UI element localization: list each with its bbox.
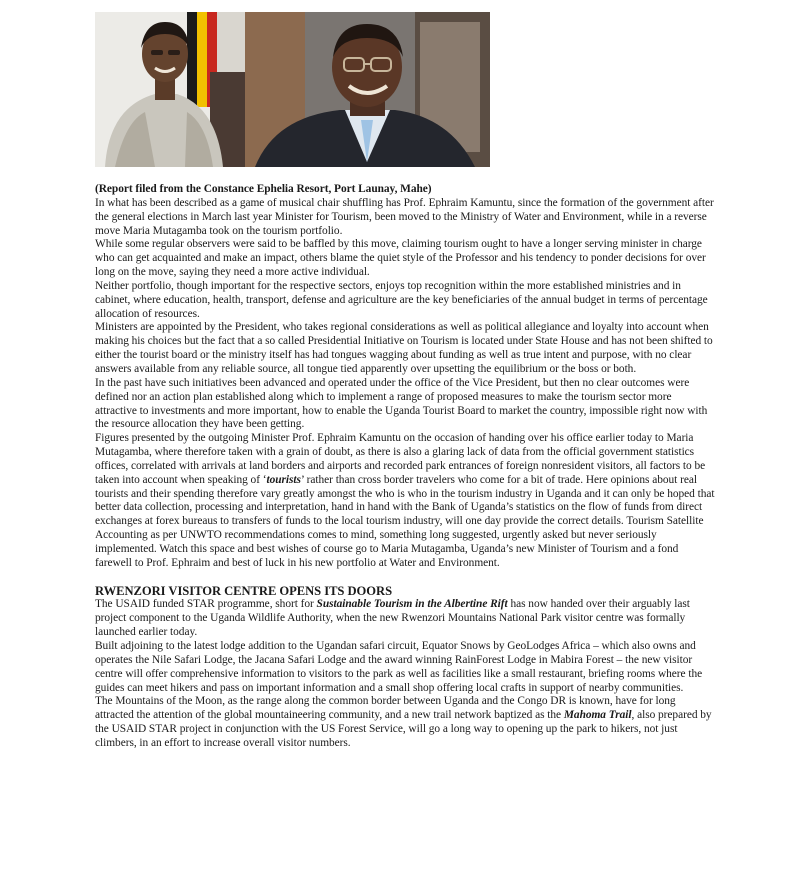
p6-text-b: ’ rather than cross border travelers who come for a bit of trade. Here opinions about real tourists and their spending therefore vary greatly amongst the who is who in the tourism industry in Uganda and it can only be hoped that better data collection, processing and interpretation, hand in hand with the Bank of Uganda’s statistics on the flow of funds from direct exchanges at forex bureaus to transfers of funds to the local tourism industry, will one day provide the correct details. Tourism Satellite Accounting as per UNWTO recommendations comes to mind, something long suggested, urgently asked but never seriously implemented. Watch this space and best wishes of course go to Maria Mutagamba, Uganda’s new Minister of Tourism and a fond farewell to Prof. Ephraim and best of luck in his new portfolio at Water and Environment. (95, 473, 715, 569)
a2p3-text-b: , also prepared by the USAID STAR project in conjunction with the US Forest Service, will go a long way to opening up the park to hikers, not just climbers, in an effort to increase overall visitor numbers. (95, 709, 712, 749)
article2-headline: RWENZORI VISITOR CENTRE OPENS ITS DOORS (95, 583, 393, 598)
article-body (95, 183, 715, 751)
photo-minister-woman (95, 12, 245, 167)
a2p1-text-b: has now handed over their arguably last project component to the Uganda Wildlife Authority, when the new Rwenzori Mountains National Park visitor centre was formally launched earlier today. (95, 598, 690, 639)
article1-paragraph-2: While some regular observers were said to be baffled by this move, claiming tourism ought to have a longer serving minister in charge who can get acquainted and make an impact, others blame the quiet style of the Professor and his tendency to ponder decisions for over long on the move, saying they need a more active individual. (95, 238, 706, 279)
article1-paragraph-1: In what has been described as a game of musical chair shuffling has Prof. Ephraim Kamuntu, since the formation of the government after the general elections in March last year Minister for Tourism, been moved to the Ministry of Water and Environment, while in a reverse move Maria Mutagamba took on the tourism portfolio. (95, 196, 714, 237)
p6-text-a: Figures presented by the outgoing Minister Prof. Ephraim Kamuntu on the occasion of handing over his office earlier today to Maria Mutagamba, where therefore taken with a grain of doubt, as there is also a glaring lack of data from the official government statistics offices, correlated with arrivals at land borders and airports and recorded park entrances of foreign nonresident visitors, all factors to be taken into account when speaking of ‘ (95, 432, 706, 486)
a2p1-emphasis: Sustainable Tourism in the Albertine Rift (316, 598, 508, 611)
article1-paragraph-6 (95, 432, 715, 570)
report-heading: (Report filed from the Constance Ephelia Resort, Port Launay, Mahe) (95, 183, 432, 195)
article2-paragraph-3 (95, 695, 715, 750)
article1-paragraph-5: In the past have such initiatives been advanced and operated under the office of the Vice President, but then no clear outcomes were defined nor an action plan established along which to implement a range of proposed measures to make the tourism sector more attractive to investments and more important, how to enable the Uganda Tourist Board to market the country, impossible right now with the resource allocation they have been getting. (95, 376, 708, 431)
photo-minister-man (245, 12, 490, 167)
portrait-man-image (245, 12, 490, 167)
a2p3-text-a: The Mountains of the Moon, as the range along the common border between Uganda and the Congo DR is known, have for long attracted the attention of the global mountaineering community, and a new trail network baptized as the (95, 695, 676, 722)
article2-paragraph-1 (95, 598, 715, 640)
article1-paragraph-3: Neither portfolio, though important for the respective sectors, enjoys top recognition within the more established ministries and in cabinet, where education, health, transport, defense and agriculture are the key beneficiaries of the annual budget in terms of percentage allocation of resources. (95, 279, 708, 320)
portrait-woman-image (95, 12, 245, 167)
article1-paragraph-4: Ministers are appointed by the President, who takes regional considerations as well as political allegiance and loyalty into account when making his choices but the fact that a so called Presidential Initiative on Tourism is located under State House and has not been shifted to either the tourist board or the ministry itself has had tongues wagging about funding as well as true intent and purpose, with no clear answers available from any reliable source, all tongue tied apparently over upsetting the equilibrium or the boss or both. (95, 321, 713, 375)
header-photos (95, 12, 490, 167)
a2p3-emphasis: Mahoma Trail (563, 709, 632, 722)
p6-emphasis: tourists (266, 473, 301, 486)
article2-paragraph-2: Built adjoining to the latest lodge addition to the Ugandan safari circuit, Equator Snows by GeoLodges Africa – which also owns and operates the Nile Safari Lodge, the Jacana Safari Lodge and the award winning RainForest Lodge in Mabira Forest – the new visitor centre will offer comprehensive information to visitors to the park as well as facilities like a small restaurant, briefing rooms where the guides can meet hikers and pass on important information and a small shop offering local crafts in support of nearby communities. (95, 640, 703, 694)
a2p1-text-a: The USAID funded STAR programme, short for (95, 598, 317, 611)
